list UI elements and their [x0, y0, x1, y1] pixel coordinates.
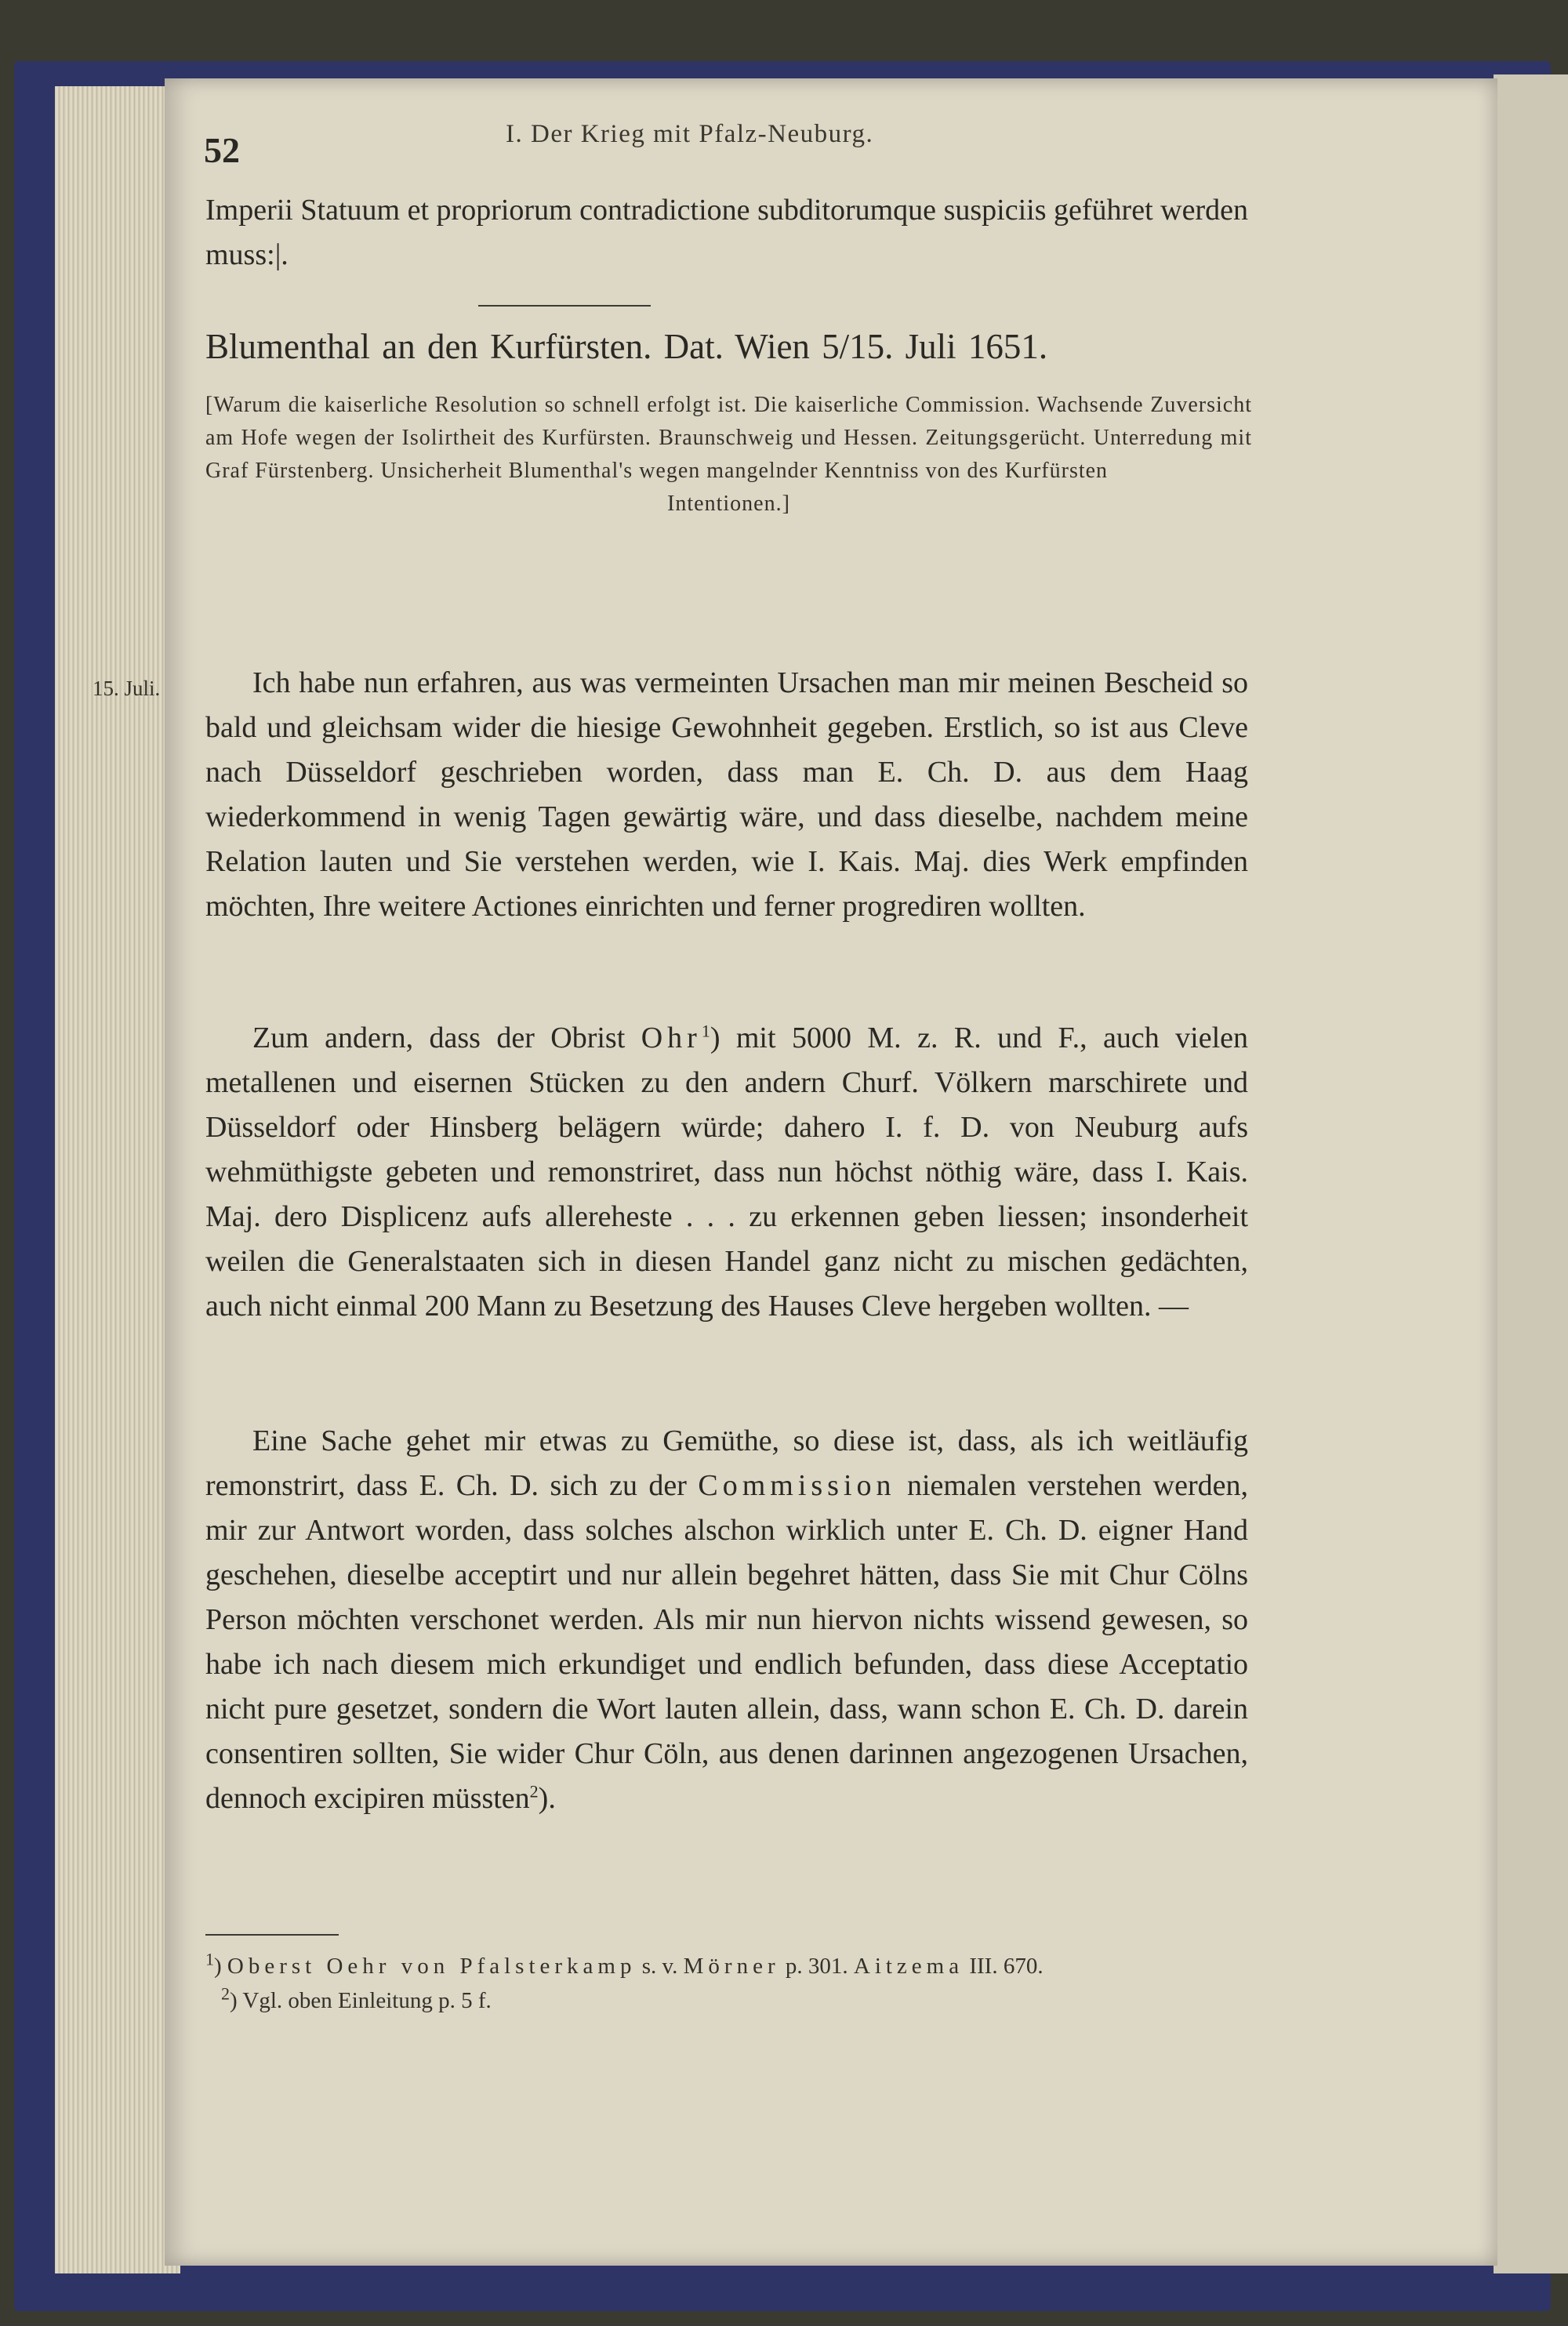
letter-summary [205, 389, 1252, 521]
footnote-ref-2: 2 [529, 1781, 539, 1802]
footnote-1-author-2: Aitzema [853, 1954, 964, 1979]
page-edges [55, 86, 180, 2273]
footnote-1-marker: 1 [205, 1949, 214, 1969]
footnote-ref-1: 1 [701, 1021, 710, 1041]
word-commission: Commission [698, 1469, 896, 1502]
footnote-2: $^2$) Vgl. oben Einleitung p. 5 f. [221, 1983, 492, 2013]
footnotes [205, 1949, 1252, 2018]
p3-text-end: ). [538, 1782, 556, 1815]
footnote-1-name: Oberst Oehr von Pfalsterkamp [227, 1954, 637, 1979]
paragraph-1: Ich habe nun erfahren, aus was vermeinten Ursachen man mir meinen Bescheid so bald und gleichsam wider die hiesige Gewohnheit gegeben. Erstlich, so ist aus Cleve nach Düsseldorf geschrieben worden, dass man E. Ch. D. aus dem Haag wiederkommend in wenig Tagen gewärtig wäre, und dass dieselbe, nachdem meine Relation lauten und Sie verstehen werden, wie I. Kais. Maj. dies Werk empfinden möchten, Ihre weitere Actiones einrichten und ferner progrediren wollten. [205, 666, 1248, 923]
letter-heading: Blumenthal an den Kurfürsten. Dat. Wien 5/15. Juli 1651. [205, 327, 1048, 366]
p2-text-end: ) mit 5000 M. z. R. und F., auch vielen metallenen und eisernen Stücken zu den andern Churf. Völkern marschirete und Düsseldorf oder Hinsberg belägern würde; dahero I. f. D. von Neuburg aufs wehmüthigste gebeten und remonstriret, dass nun höchst nöthig wäre, dass I. Kais. Maj. dero Displicenz aufs allereheste . . . zu erkennen geben liessen; insonderheit weilen die Generalstaaten sich in diesen Handel ganz nicht zu mischen gedächten, auch nicht einmal 200 Mann zu Besetzung des Hauses Cleve hergeben wollten. — [205, 1021, 1249, 1323]
section-divider [478, 305, 651, 307]
footnote-1: $^1$) Oberst Oehr von Pfalsterkamp s. v. Mörner p. 301. Aitzema III. 670. [205, 1949, 1044, 1979]
p3-text-middle: niemalen verstehen werden, mir zur Antwort worden, dass solches alschon wirklich unter E. Ch. D. eigner Hand geschehen, dieselbe acceptirt und nur allein begehret hätten, dass Sie mit Chur Cölns Person möchten verschonet werden. Als mir nun hiervon nichts wissend gewesen, so habe ich nach diesem mich erkundiget und endlich befunden, dass diese Acceptatio nicht pure gesetzet, sondern die Wort lauten allein, dass, wann schon E. Ch. D. darein consentiren sollten, Sie wider Chur Cöln, aus denen darinnen angezogenen Ursachen, dennoch excipiren müssten [205, 1469, 1249, 1815]
footnote-divider [205, 1934, 339, 1936]
footnote-1-page: p. 301. [785, 1954, 848, 1979]
name-ohr: Ohr [641, 1021, 702, 1054]
page-number: 52 [204, 130, 240, 170]
paragraph-2 [205, 1016, 1248, 1329]
paragraph-3 [205, 1419, 1248, 1821]
facing-page-edge [1494, 74, 1568, 2273]
margin-date: 15. Juli. [93, 677, 161, 700]
summary-end: Intentionen.] [667, 492, 790, 516]
footnote-2-marker: 2 [221, 1983, 230, 2004]
summary-text: [Warum die kaiserliche Resolution so schnell erfolgt ist. Die kaiserliche Commission. Wachsende Zuversicht am Hofe wegen der Isolirtheit des Kurfürsten. Braunschweig und Hessen. Zeitungsgerücht. Unterredung mit Graf Fürstenberg. Unsicherheit Blumenthal's wegen mangelnder Kenntniss von des Kurfürsten [205, 393, 1252, 483]
p3-text-start: Eine Sache gehet mir etwas zu Gemüthe, so diese ist, dass, als ich weitläufig remonstrirt, dass E. Ch. D. sich zu der [205, 1424, 1248, 1502]
footnote-2-text: Vgl. oben Einleitung p. 5 f. [242, 1988, 492, 2013]
continuation-text: Imperii Statuum et propriorum contradictione subditorumque suspiciis geführet werden muss:|. [205, 194, 1248, 271]
footnote-1-author: Mörner [683, 1954, 780, 1979]
footnote-1-ref: III. 670. [969, 1954, 1044, 1979]
footnote-1-sv: s. v. [641, 1954, 678, 1979]
p2-text-start: Zum andern, dass der Obrist [252, 1021, 626, 1054]
running-title: I. Der Krieg mit Pfalz-Neuburg. [506, 120, 874, 148]
